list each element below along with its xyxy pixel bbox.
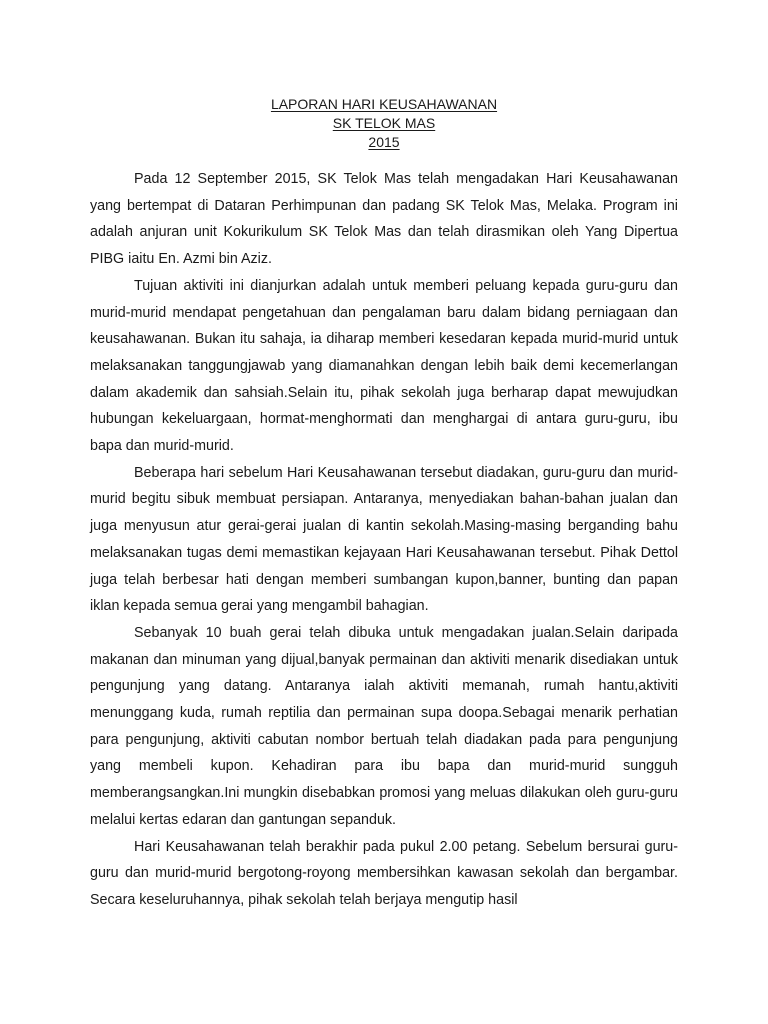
title-line-1: LAPORAN HARI KEUSAHAWANAN: [270, 96, 498, 112]
document-page: [90, 95, 678, 914]
paragraph-purpose: Tujuan aktiviti ini dianjurkan adalah untuk memberi peluang kepada guru-guru dan murid-murid mendapat pengetahuan dan pengalaman baru dalam bidang perniagaan dan keusahawanan. Bukan itu sahaja, ia diharap memberi kesedaran kepada murid-murid untuk melaksanakan tanggungjawab yang diamanahkan dengan lebih baik demi kecemerlangan dalam akademik dan sahsiah.Selain itu, pihak sekolah juga berharap dapat mewujudkan hubungan kekeluargaan, hormat-menghormati dan menghargai di antara guru-guru, ibu bapa dan murid-murid.: [90, 277, 678, 455]
report-title: [90, 95, 678, 152]
title-line-3: 2015: [368, 134, 400, 150]
paragraph-activities: Sebanyak 10 buah gerai telah dibuka untuk mengadakan jualan.Selain daripada makanan dan minuman yang dijual,banyak permainan dan aktiviti menarik disediakan untuk pengunjung yang datang. Antaranya ialah aktiviti memanah, rumah hantu,aktiviti menunggang kuda, rumah reptilia dan permainan supa doopa.Sebagai menarik perhatian para pengunjung, aktiviti cabutan nombor bertuah telah diadakan pada para pengunjung yang membeli kupon. Kehadiran para ibu bapa dan murid-murid sungguh memberangsangkan.Ini mungkin disebabkan promosi yang meluas dilakukan oleh guru-guru melalui kertas edaran dan gantungan sepanduk.: [90, 624, 678, 828]
paragraph-preparation: Beberapa hari sebelum Hari Keusahawanan tersebut diadakan, guru-guru dan murid-murid begitu sibuk membuat persiapan. Antaranya, menyediakan bahan-bahan jualan dan juga menyusun atur gerai-gerai jualan di kantin sekolah.Masing-masing berganding bahu melaksanakan tugas demi memastikan kejayaan Hari Keusahawanan tersebut. Pihak Dettol juga telah berbesar hati dengan memberi sumbangan kupon,banner, bunting dan papan iklan kepada semua gerai yang mengambil bahagian.: [90, 464, 678, 615]
title-line-2: SK TELOK MAS: [332, 115, 436, 131]
paragraph-intro: Pada 12 September 2015, SK Telok Mas telah mengadakan Hari Keusahawanan yang bertempat di Dataran Perhimpunan dan padang SK Telok Mas, Melaka. Program ini adalah anjuran unit Kokurikulum SK Telok Mas dan telah dirasmikan oleh Yang Dipertua PIBG iaitu En. Azmi bin Aziz.: [90, 171, 678, 268]
paragraph-closing: Hari Keusahawanan telah berakhir pada pukul 2.00 petang. Sebelum bersurai guru-guru dan murid-murid bergotong-royong membersihkan kawasan sekolah dan bergambar. Secara keseluruhannya, pihak sekolah telah berjaya mengutip hasil: [90, 838, 678, 908]
